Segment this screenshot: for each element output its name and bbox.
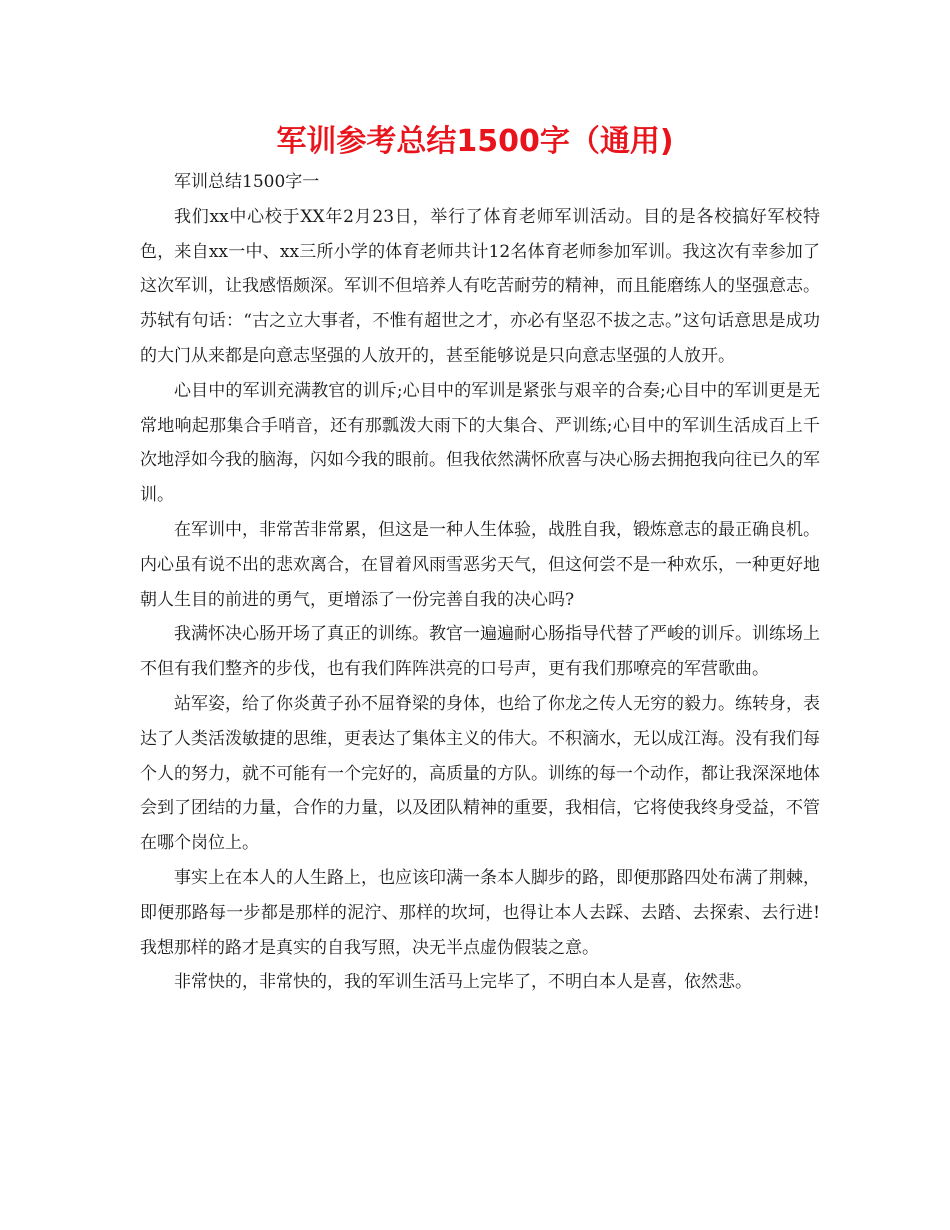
paragraph-subtitle: 军训总结1500字一: [174, 172, 320, 192]
paragraph: 事实上在本人的人生路上，也应该印满一条本人脚步的路，即便那路四处布满了荆棘，即便那路每一步都是那样的泥泞、那样的坎坷，也得让本人去踩、去踏、去探索、去行进!我想那样的路才是真实的自我写照，决无半点虚伪假装之意。: [140, 867, 820, 958]
page-title: 军训参考总结1500字（通用): [276, 124, 674, 159]
paragraph: 站军姿，给了你炎黄子孙不屈脊梁的身体，也给了你龙之传人无穷的毅力。练转身，表达了人类活泼敏捷的思维，更表达了集体主义的伟大。不积滴水，无以成江海。没有我们每个人的努力，就不可能有一个完好的，高质量的方队。训练的每一个动作，都让我深深地体会到了团结的力量，合作的力量，以及团队精神的重要，我相信，它将使我终身受益，不管在哪个岗位上。: [140, 693, 820, 854]
paragraph: 非常快的，非常快的，我的军训生活马上完毕了，不明白本人是喜，依然悲。: [174, 972, 752, 993]
paragraph: 我满怀决心肠开场了真正的训练。教官一遍遍耐心肠指导代替了严峻的训斥。训练场上不但有我们整齐的步伐，也有我们阵阵洪亮的口号声，更有我们那嘹亮的军营歌曲。: [140, 624, 820, 680]
paragraph: 在军训中，非常苦非常累，但这是一种人生体验，战胜自我，锻炼意志的最正确良机。内心虽有说不出的悲欢离合，在冒着风雨雪恶劣天气，但这何尝不是一种欢乐，一种更好地朝人生目的前进的勇气，更增添了一份完善自我的决心吗?: [140, 519, 820, 610]
paragraph: 心目中的军训充满教官的训斥;心目中的军训是紧张与艰辛的合奏;心目中的军训更是无常地响起那集合手哨音，还有那瓢泼大雨下的大集合、严训练;心目中的军训生活成百上千次地浮如今我的脑海，闪如今我的眼前。但我依然满怀欣喜与决心肠去拥抱我向往已久的军训。: [140, 380, 820, 506]
paragraph: 我们xx中心校于XX年2月23日，举行了体育老师军训活动。目的是各校搞好军校特色，来自xx一中、xx三所小学的体育老师共计12名体育老师参加军训。我这次有幸参加了这次军训，让我感悟颇深。军训不但培养人有吃苦耐劳的精神，而且能磨练人的坚强意志。苏轼有句话：“古之立大事者，不惟有超世之才，亦必有坚忍不拔之志。”这句话意思是成功的大门从来都是向意志坚强的人放开的，甚至能够说是只向意志坚强的人放开。: [140, 206, 820, 366]
document-body: [140, 165, 820, 1000]
